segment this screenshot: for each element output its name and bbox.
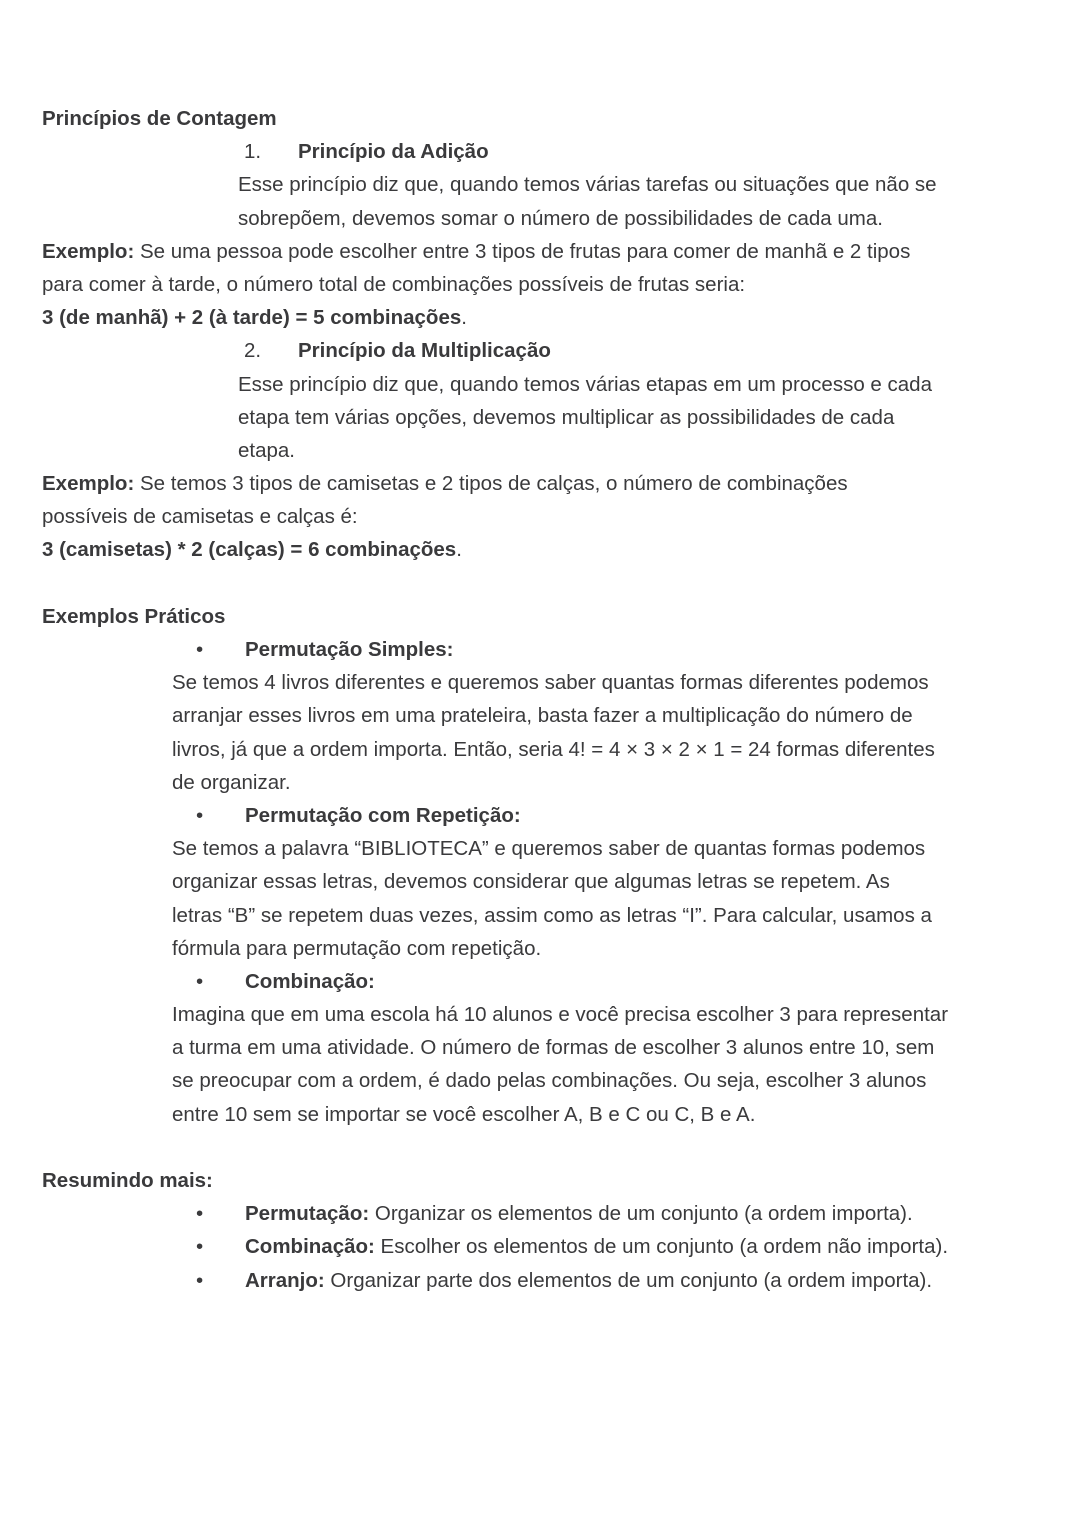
example-text: Se temos 3 tipos de camisetas e 2 tipos de calças, o número de combinações <box>134 472 848 496</box>
example-label: Exemplo: <box>42 239 135 263</box>
example-body-line: entre 10 sem se importar se você escolher A, B e C ou C, B e A. <box>172 1102 756 1126</box>
example-body-line: organizar essas letras, devemos considerar que algumas letras se repetem. As <box>172 870 890 894</box>
list-number: 2. <box>244 339 262 363</box>
summary-text: Organizar parte dos elementos de um conjunto (a ordem importa). <box>324 1268 933 1292</box>
list-number: 1. <box>244 140 262 164</box>
bullet-icon: • <box>196 1202 204 1226</box>
example-result <box>42 301 1042 334</box>
result-formula: 3 (camisetas) * 2 (calças) = 6 combinações <box>42 538 457 562</box>
example-body-line: livros, já que a ordem importa. Então, seria 4! = 4 × 3 × 2 × 1 = 24 formas diferentes <box>172 737 935 761</box>
example-label: Exemplo: <box>42 472 135 496</box>
summary-term: Combinação: <box>245 1235 375 1259</box>
bullet-icon: • <box>196 803 204 827</box>
section-title-principios: Princípios de Contagem <box>42 107 277 130</box>
summary-text: Escolher os elementos de um conjunto (a ordem não importa). <box>374 1235 949 1259</box>
example-body-line: letras “B” se repetem duas vezes, assim como as letras “I”. Para calcular, usamos a <box>172 903 932 927</box>
example-body-line: fórmula para permutação com repetição. <box>172 936 542 960</box>
bullet-icon: • <box>196 1235 204 1259</box>
example-body-line: de organizar. <box>172 770 291 794</box>
example-body-line: Se temos 4 livros diferentes e queremos saber quantas formas diferentes podemos <box>172 671 929 695</box>
summary-text: Organizar os elementos de um conjunto (a ordem importa). <box>369 1202 913 1226</box>
result-period: . <box>461 306 467 330</box>
bullet-heading-permutacao-repeticao <box>42 799 1042 832</box>
example-body-line: a turma em uma atividade. O número de formas de escolher 3 alunos entre 10, sem <box>172 1036 935 1060</box>
bullet-icon: • <box>196 969 204 993</box>
summary-term: Arranjo: <box>245 1268 325 1292</box>
example-heading: Permutação Simples: <box>245 638 454 661</box>
example-line <box>42 467 1042 500</box>
example-line: para comer à tarde, o número total de combinações possíveis de frutas seria: <box>42 272 746 296</box>
numbered-heading-multiplicacao <box>42 334 1042 367</box>
example-body-line: Se temos a palavra “BIBLIOTECA” e queremos saber de quantas formas podemos <box>172 837 926 861</box>
principle-heading: Princípio da Multiplicação <box>298 339 551 363</box>
bullet-icon: • <box>196 1268 204 1292</box>
summary-item-combinacao <box>42 1230 1042 1263</box>
principle-heading: Princípio da Adição <box>298 140 489 164</box>
example-body-line: arranjar esses livros em uma prateleira, basta fazer a multiplicação do número de <box>172 704 913 728</box>
section-title-resumindo: Resumindo mais: <box>42 1169 213 1192</box>
example-line <box>42 235 1042 268</box>
numbered-heading-adicao <box>42 135 1042 168</box>
principle-description-line: sobrepõem, devemos somar o número de possibilidades de cada uma. <box>238 206 883 230</box>
bullet-heading-combinacao <box>42 965 1042 998</box>
summary-item-arranjo <box>42 1264 1042 1297</box>
principle-description-line: etapa tem várias opções, devemos multiplicar as possibilidades de cada <box>238 405 895 429</box>
example-heading: Permutação com Repetição: <box>245 803 521 827</box>
bullet-icon: • <box>196 638 204 661</box>
summary-item-permutacao <box>42 1197 1042 1230</box>
example-result <box>42 533 1042 566</box>
example-line: possíveis de camisetas e calças é: <box>42 505 358 529</box>
document-body <box>42 102 1042 1297</box>
spacer <box>42 567 1042 600</box>
principle-description-line: Esse princípio diz que, quando temos várias etapas em um processo e cada <box>238 372 932 396</box>
result-formula: 3 (de manhã) + 2 (à tarde) = 5 combinações <box>42 306 462 330</box>
bullet-heading-permutacao-simples <box>42 633 1042 666</box>
principle-description-line: etapa. <box>238 438 295 462</box>
section-title-exemplos: Exemplos Práticos <box>42 604 226 628</box>
principle-description-line: Esse princípio diz que, quando temos várias tarefas ou situações que não se <box>238 173 937 197</box>
result-period: . <box>456 538 462 562</box>
spacer <box>42 1131 1042 1164</box>
example-heading: Combinação: <box>245 969 375 993</box>
example-body-line: Imagina que em uma escola há 10 alunos e você precisa escolher 3 para representar <box>172 1003 949 1027</box>
example-body-line: se preocupar com a ordem, é dado pelas combinações. Ou seja, escolher 3 alunos <box>172 1069 927 1093</box>
summary-term: Permutação: <box>245 1202 370 1226</box>
example-text: Se uma pessoa pode escolher entre 3 tipos de frutas para comer de manhã e 2 tipos <box>134 239 911 263</box>
